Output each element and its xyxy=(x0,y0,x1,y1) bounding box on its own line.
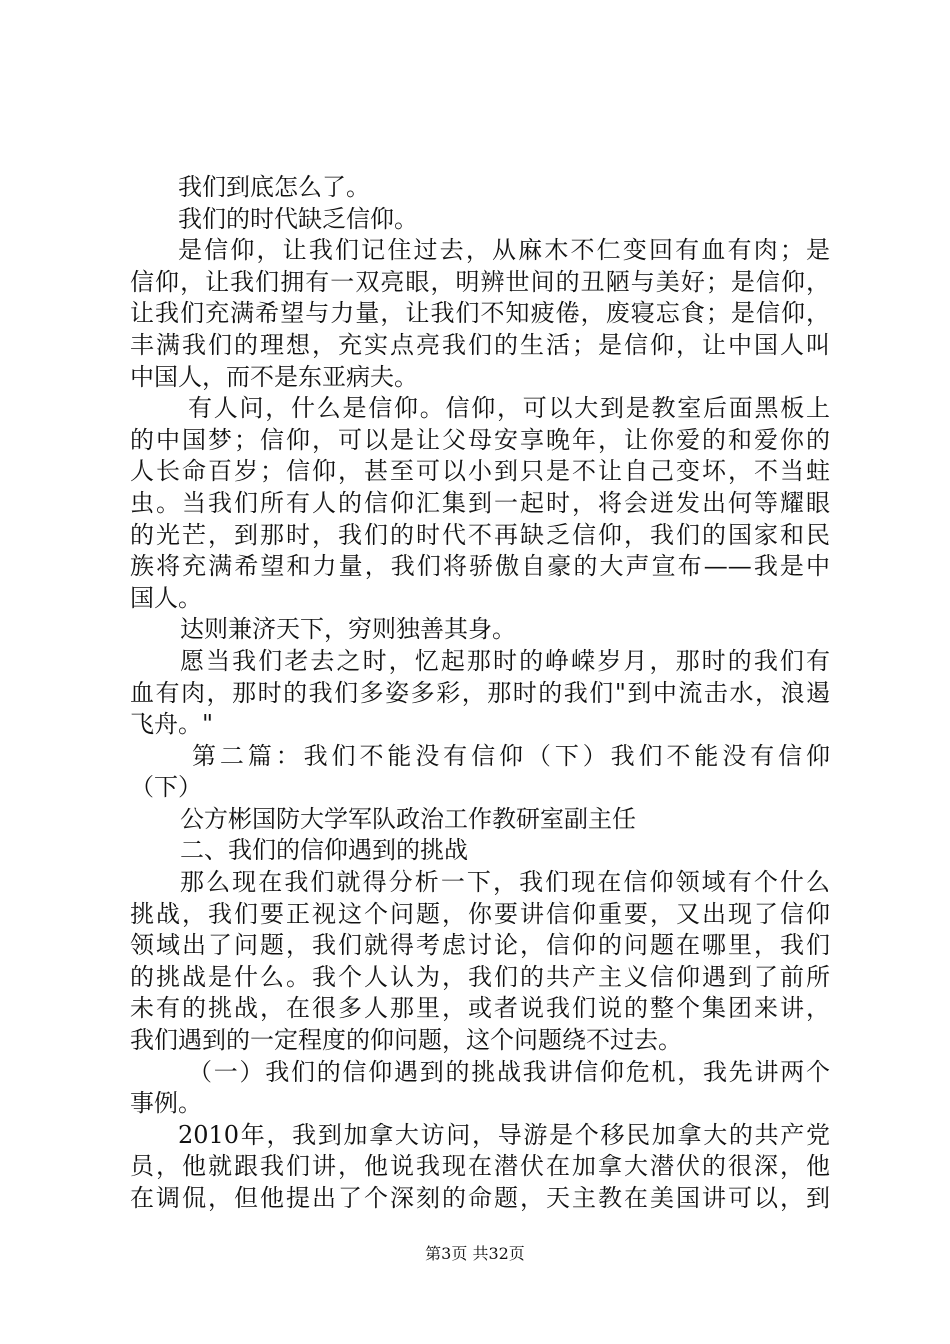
section-heading-cont: （下） xyxy=(130,773,202,802)
text-line: 员，他就跟我们讲，他说我现在潜伏在加拿大潜伏的很深，他 xyxy=(130,1152,830,1181)
text-line: 达则兼济天下，穷则独善其身。 xyxy=(180,615,516,644)
subheading: 二、我们的信仰遇到的挑战 xyxy=(180,836,468,865)
text-line: 血有肉，那时的我们多姿多彩，那时的我们"到中流击水，浪遏 xyxy=(130,678,830,707)
text-line: 国人。 xyxy=(130,583,202,612)
text-line: 信仰，让我们拥有一双亮眼，明辨世间的丑陋与美好；是信仰， xyxy=(130,267,830,296)
page-number-footer: 第3页 共32页 xyxy=(425,1244,525,1263)
text-line: 有人问，什么是信仰。信仰，可以大到是教室后面黑板上 xyxy=(188,394,830,423)
section-heading: 第二篇：我们不能没有信仰（下）我们不能没有信仰 xyxy=(192,741,830,770)
body-text xyxy=(130,172,830,1215)
text-line: 我们到底怎么了。 xyxy=(178,173,370,201)
text-line: 挑战，我们要正视这个问题，你要讲信仰重要，又出现了信仰 xyxy=(130,899,830,928)
text-line: 的挑战是什么。我个人认为，我们的共产主义信仰遇到了前所 xyxy=(130,962,830,991)
text-line: 中国人，而不是东亚病夫。 xyxy=(130,362,418,391)
text-line: 事例。 xyxy=(130,1089,202,1118)
author-line: 公方彬国防大学军队政治工作教研室副主任 xyxy=(180,804,636,833)
text-line: 领域出了问题，我们就得考虑讨论，信仰的问题在哪里，我们 xyxy=(130,931,830,960)
text-line: 未有的挑战，在很多人那里，或者说我们说的整个集团来讲， xyxy=(130,994,830,1023)
text-line: 我们遇到的一定程度的仰问题，这个问题绕不过去。 xyxy=(130,1026,682,1055)
text-line: 飞舟。" xyxy=(130,710,214,739)
text-line: 的光芒，到那时，我们的时代不再缺乏信仰，我们的国家和民 xyxy=(130,520,830,549)
text-line: 让我们充满希望与力量，让我们不知疲倦，废寝忘食；是信仰， xyxy=(130,299,830,328)
text-line: （一）我们的信仰遇到的挑战我讲信仰危机，我先讲两个 xyxy=(188,1057,830,1086)
text-line: 的中国梦；信仰，可以是让父母安享晚年，让你爱的和爱你的 xyxy=(130,425,830,454)
text-line: 2010年，我到加拿大访问，导游是个移民加拿大的共产党 xyxy=(178,1120,830,1149)
text-line: 是信仰，让我们记住过去，从麻木不仁变回有血有肉；是 xyxy=(178,236,830,265)
text-line: 虫。当我们所有人的信仰汇集到一起时，将会迸发出何等耀眼 xyxy=(130,488,830,517)
text-line: 我们的时代缺乏信仰。 xyxy=(178,204,418,233)
text-line: 那么现在我们就得分析一下，我们现在信仰领域有个什么 xyxy=(180,868,830,897)
text-line: 在调侃，但他提出了个深刻的命题，天主教在美国讲可以，到 xyxy=(130,1184,830,1212)
text-line: 愿当我们老去之时，忆起那时的峥嵘岁月，那时的我们有 xyxy=(180,646,830,675)
text-line: 族将充满希望和力量，我们将骄傲自豪的大声宣布——我是中 xyxy=(130,552,830,581)
text-line: 人长命百岁；信仰，甚至可以小到只是不让自己变坏，不当蛀 xyxy=(130,457,830,486)
text-line: 丰满我们的理想，充实点亮我们的生活；是信仰，让中国人叫 xyxy=(130,330,830,359)
